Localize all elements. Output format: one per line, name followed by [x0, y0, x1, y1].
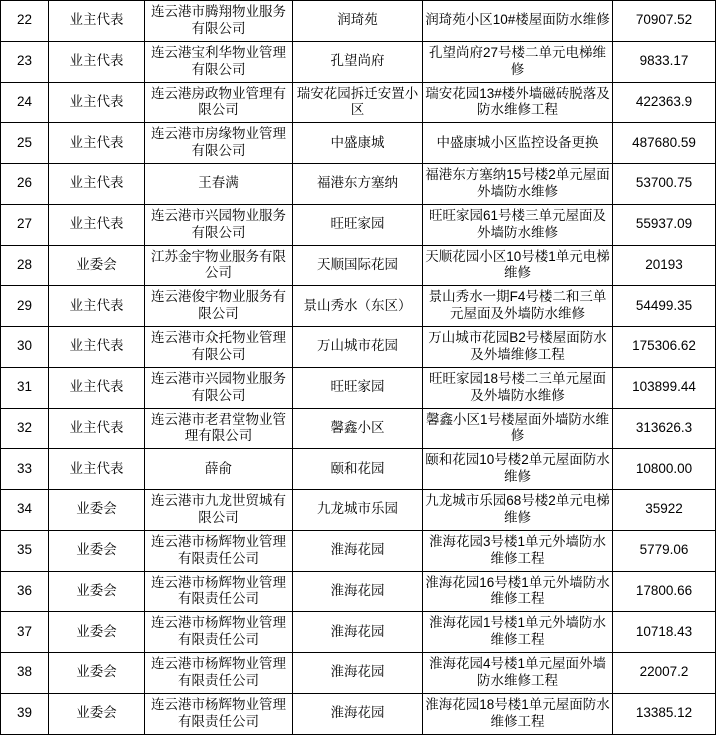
cell-company: 江苏金宇物业服务有限公司	[145, 245, 293, 286]
cell-amount: 20193	[613, 245, 716, 286]
cell-company: 连云港市杨辉物业管理有限责任公司	[145, 653, 293, 694]
cell-amount: 487680.59	[613, 123, 716, 164]
cell-repair-content: 淮海花园4号楼1单元屋面外墙防水维修工程	[423, 653, 613, 694]
cell-company: 连云港市兴园物业服务有限公司	[145, 367, 293, 408]
cell-index: 31	[1, 367, 49, 408]
cell-index: 33	[1, 449, 49, 490]
cell-company: 连云港市兴园物业服务有限公司	[145, 204, 293, 245]
cell-project: 万山城市花园	[293, 327, 423, 368]
cell-index: 29	[1, 286, 49, 327]
cell-project: 淮海花园	[293, 571, 423, 612]
table-row	[1, 164, 716, 205]
cell-company: 连云港市腾翔物业服务有限公司	[145, 1, 293, 42]
cell-applicant-type: 业主代表	[49, 164, 145, 205]
cell-applicant-type: 业主代表	[49, 286, 145, 327]
cell-project: 旺旺家园	[293, 367, 423, 408]
cell-project: 孔望尚府	[293, 41, 423, 82]
cell-project: 馨鑫小区	[293, 408, 423, 449]
table-row	[1, 571, 716, 612]
cell-index: 27	[1, 204, 49, 245]
cell-project: 淮海花园	[293, 653, 423, 694]
cell-repair-content: 润琦苑小区10#楼屋面防水维修	[423, 1, 613, 42]
cell-amount: 10800.00	[613, 449, 716, 490]
cell-amount: 5779.06	[613, 530, 716, 571]
cell-repair-content: 九龙城市乐园68号楼2单元电梯维修	[423, 490, 613, 531]
cell-company: 连云港市老君堂物业管理有限公司	[145, 408, 293, 449]
cell-repair-content: 万山城市花园B2号楼屋面防水及外墙维修工程	[423, 327, 613, 368]
cell-company: 连云港市杨辉物业管理有限责任公司	[145, 693, 293, 734]
cell-project: 旺旺家园	[293, 204, 423, 245]
cell-amount: 70907.52	[613, 1, 716, 42]
cell-company: 连云港市九龙世贸城有限公司	[145, 490, 293, 531]
cell-company: 薛俞	[145, 449, 293, 490]
cell-company: 连云港市众托物业管理有限公司	[145, 327, 293, 368]
cell-amount: 422363.9	[613, 82, 716, 123]
cell-project: 瑞安花园拆迁安置小区	[293, 82, 423, 123]
cell-repair-content: 淮海花园3号楼1单元外墙防水维修工程	[423, 530, 613, 571]
cell-applicant-type: 业主代表	[49, 367, 145, 408]
cell-amount: 103899.44	[613, 367, 716, 408]
cell-index: 36	[1, 571, 49, 612]
table-row	[1, 286, 716, 327]
cell-index: 24	[1, 82, 49, 123]
cell-project: 润琦苑	[293, 1, 423, 42]
cell-repair-content: 淮海花园16号楼1单元外墙防水维修工程	[423, 571, 613, 612]
cell-applicant-type: 业委会	[49, 693, 145, 734]
cell-amount: 53700.75	[613, 164, 716, 205]
cell-applicant-type: 业主代表	[49, 449, 145, 490]
cell-repair-content: 天顺花园小区10号楼1单元电梯维修	[423, 245, 613, 286]
cell-applicant-type: 业委会	[49, 245, 145, 286]
table-row	[1, 1, 716, 42]
cell-applicant-type: 业主代表	[49, 204, 145, 245]
cell-applicant-type: 业委会	[49, 571, 145, 612]
cell-applicant-type: 业主代表	[49, 123, 145, 164]
cell-repair-content: 瑞安花园13#楼外墙磁砖脱落及防水维修工程	[423, 82, 613, 123]
table-row	[1, 653, 716, 694]
cell-repair-content: 中盛康城小区监控设备更换	[423, 123, 613, 164]
table-row	[1, 530, 716, 571]
cell-applicant-type: 业主代表	[49, 41, 145, 82]
table-body	[1, 1, 716, 735]
cell-repair-content: 景山秀水一期F4号楼二和三单元屋面及外墙防水维修	[423, 286, 613, 327]
cell-project: 景山秀水（东区）	[293, 286, 423, 327]
cell-project: 中盛康城	[293, 123, 423, 164]
cell-index: 28	[1, 245, 49, 286]
cell-applicant-type: 业主代表	[49, 327, 145, 368]
cell-company: 连云港市房缘物业管理有限公司	[145, 123, 293, 164]
cell-project: 淮海花园	[293, 693, 423, 734]
cell-amount: 175306.62	[613, 327, 716, 368]
cell-index: 37	[1, 612, 49, 653]
cell-applicant-type: 业委会	[49, 490, 145, 531]
table-row	[1, 327, 716, 368]
cell-repair-content: 颐和花园10号楼2单元屋面防水维修	[423, 449, 613, 490]
cell-index: 22	[1, 1, 49, 42]
cell-repair-content: 旺旺家园18号楼二三单元屋面及外墙防水维修	[423, 367, 613, 408]
table-row	[1, 367, 716, 408]
cell-applicant-type: 业主代表	[49, 82, 145, 123]
cell-applicant-type: 业委会	[49, 653, 145, 694]
table-row	[1, 408, 716, 449]
table-row	[1, 449, 716, 490]
table-row	[1, 693, 716, 734]
cell-company: 连云港房政物业管理有限公司	[145, 82, 293, 123]
table-row	[1, 245, 716, 286]
cell-project: 天顺国际花园	[293, 245, 423, 286]
cell-project: 福港东方塞纳	[293, 164, 423, 205]
cell-company: 连云港市杨辉物业管理有限责任公司	[145, 612, 293, 653]
table-row	[1, 82, 716, 123]
cell-repair-content: 馨鑫小区1号楼屋面外墙防水维修	[423, 408, 613, 449]
cell-amount: 9833.17	[613, 41, 716, 82]
table-row	[1, 490, 716, 531]
cell-project: 淮海花园	[293, 612, 423, 653]
cell-amount: 13385.12	[613, 693, 716, 734]
cell-index: 30	[1, 327, 49, 368]
cell-amount: 17800.66	[613, 571, 716, 612]
cell-index: 38	[1, 653, 49, 694]
cell-index: 23	[1, 41, 49, 82]
cell-index: 34	[1, 490, 49, 531]
cell-project: 淮海花园	[293, 530, 423, 571]
cell-applicant-type: 业主代表	[49, 408, 145, 449]
cell-applicant-type: 业主代表	[49, 1, 145, 42]
cell-amount: 54499.35	[613, 286, 716, 327]
cell-index: 25	[1, 123, 49, 164]
cell-repair-content: 淮海花园18号楼1单元屋面防水维修工程	[423, 693, 613, 734]
cell-amount: 55937.09	[613, 204, 716, 245]
cell-index: 26	[1, 164, 49, 205]
cell-repair-content: 旺旺家园61号楼三单元屋面及外墙防水维修	[423, 204, 613, 245]
cell-project: 颐和花园	[293, 449, 423, 490]
cell-applicant-type: 业委会	[49, 530, 145, 571]
table-row	[1, 612, 716, 653]
cell-index: 32	[1, 408, 49, 449]
cell-company: 连云港市杨辉物业管理有限责任公司	[145, 571, 293, 612]
cell-company: 连云港宝利华物业管理有限公司	[145, 41, 293, 82]
cell-company: 连云港俊宇物业服务有限公司	[145, 286, 293, 327]
cell-project: 九龙城市乐园	[293, 490, 423, 531]
table-row	[1, 41, 716, 82]
cell-index: 35	[1, 530, 49, 571]
cell-amount: 10718.43	[613, 612, 716, 653]
cell-amount: 313626.3	[613, 408, 716, 449]
cell-amount: 22007.2	[613, 653, 716, 694]
cell-repair-content: 孔望尚府27号楼二单元电梯维修	[423, 41, 613, 82]
cell-company: 连云港市杨辉物业管理有限责任公司	[145, 530, 293, 571]
cell-applicant-type: 业委会	[49, 612, 145, 653]
table-row	[1, 123, 716, 164]
cell-repair-content: 淮海花园1号楼1单元外墙防水维修工程	[423, 612, 613, 653]
cell-index: 39	[1, 693, 49, 734]
cell-company: 王春满	[145, 164, 293, 205]
cell-repair-content: 福港东方塞纳15号楼2单元屋面外墙防水维修	[423, 164, 613, 205]
table-row	[1, 204, 716, 245]
cell-amount: 35922	[613, 490, 716, 531]
